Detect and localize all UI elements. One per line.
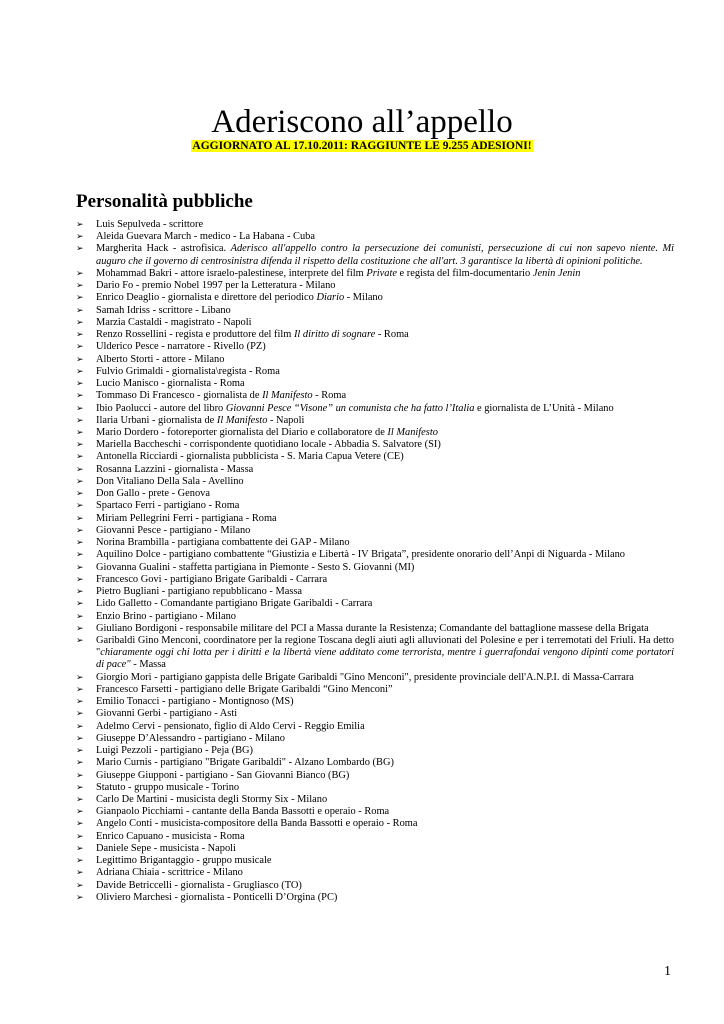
arrowhead-bullet-icon: ➢ — [76, 342, 84, 353]
list-item-text: Il diritto di sognare — [293, 329, 376, 341]
list-item-text: - Roma — [312, 390, 347, 402]
list-item-text: Enrico Capuano - musicista - Roma — [96, 830, 245, 842]
list-item-text: Mariella Baccheschi - corrispondente quotidiano locale - Abbadia S. Salvatore (SI) — [96, 439, 441, 451]
update-banner-text: AGGIORNATO AL 17.10.2011: RAGGIUNTE LE 9.255 ADESIONI! — [192, 140, 532, 152]
arrowhead-bullet-icon: ➢ — [76, 635, 84, 646]
list-item-text: Adelmo Cervi - pensionato, figlio di Aldo Cervi - Reggio Emilia — [96, 720, 365, 732]
list-item — [76, 476, 674, 488]
arrowhead-bullet-icon: ➢ — [76, 220, 84, 230]
list-item-text: Luigi Pezzoli - partigiano - Peja (BG) — [96, 745, 253, 757]
list-item-text: Rosanna Lazzini - giornalista - Massa — [96, 463, 254, 475]
list-item-text: Ulderico Pesce - narratore - Rivello (PZ) — [96, 341, 266, 353]
list-item-text: Statuto - gruppo musicale - Torino — [96, 781, 240, 793]
arrowhead-bullet-icon: ➢ — [76, 892, 84, 903]
list-item-text: Renzo Rossellini - regista e produttore del film — [96, 329, 294, 341]
list-item-text: Garibaldi Gino Menconi, coordinatore per la regione Toscana degli aiuti agli alluvionati del Polesine e per i terremotati del Friuli. Ha detto " — [96, 634, 674, 659]
arrowhead-bullet-icon: ➢ — [76, 317, 84, 328]
arrowhead-bullet-icon: ➢ — [76, 501, 84, 512]
list-item-text: Enrico Deaglio - giornalista e direttore del periodico — [96, 292, 317, 304]
list-item — [76, 390, 674, 402]
list-item-text: Miriam Pellegrini Ferri - partigiana - Roma — [96, 512, 277, 524]
list-item-text: Spartaco Ferri - partigiano - Roma — [96, 500, 240, 512]
list-item — [76, 892, 674, 904]
arrowhead-bullet-icon: ➢ — [76, 782, 84, 793]
list-item — [76, 329, 674, 341]
list-item — [76, 549, 674, 561]
arrowhead-bullet-icon: ➢ — [76, 427, 84, 438]
arrowhead-bullet-icon: ➢ — [76, 868, 84, 879]
list-item-text: Aquilino Dolce - partigiano combattente “Giustizia e Libertà - IV Brigata”, presidente onorario dell’Anpi di Niguarda - Milano — [96, 549, 625, 561]
list-item — [76, 696, 674, 708]
arrowhead-bullet-icon: ➢ — [76, 758, 84, 769]
arrowhead-bullet-icon: ➢ — [76, 880, 84, 891]
list-item-text: Gianpaolo Picchiami - cantante della Banda Bassotti e operaio - Roma — [96, 806, 390, 818]
list-item-text: Oliviero Marchesi - giornalista - Ponticelli D’Orgina (PC) — [96, 891, 338, 903]
list-item-text: Adriana Chiaia - scrittrice - Milano — [96, 867, 243, 879]
list-item-text: Giovanni Gerbi - partigiano - Asti — [96, 708, 238, 720]
list-item — [76, 415, 674, 427]
list-item — [76, 231, 674, 243]
update-banner — [0, 137, 724, 154]
arrowhead-bullet-icon: ➢ — [76, 550, 84, 561]
list-item — [76, 733, 674, 745]
arrowhead-bullet-icon: ➢ — [76, 684, 84, 695]
arrowhead-bullet-icon: ➢ — [76, 795, 84, 806]
list-item — [76, 708, 674, 720]
list-item-text: Don Vitaliano Della Sala - Avellino — [96, 475, 244, 487]
arrowhead-bullet-icon: ➢ — [76, 770, 84, 781]
list-item — [76, 488, 674, 500]
list-item — [76, 513, 674, 525]
list-item — [76, 818, 674, 830]
list-item-text: - Roma — [375, 329, 409, 341]
list-item-text: Enzio Brino - partigiano - Milano — [96, 610, 236, 622]
list-item — [76, 770, 674, 782]
arrowhead-bullet-icon: ➢ — [76, 281, 84, 292]
arrowhead-bullet-icon: ➢ — [76, 733, 84, 744]
list-item — [76, 500, 674, 512]
arrowhead-bullet-icon: ➢ — [76, 746, 84, 757]
arrowhead-bullet-icon: ➢ — [76, 354, 84, 365]
list-item-text: Luis Sepulveda - scrittore — [96, 219, 204, 230]
arrowhead-bullet-icon: ➢ — [76, 293, 84, 304]
list-item-text: - Massa — [130, 659, 166, 671]
list-item-text: Francesco Govi - partigiano Brigate Garibaldi - Carrara — [96, 573, 328, 585]
list-item — [76, 745, 674, 757]
arrowhead-bullet-icon: ➢ — [76, 623, 84, 634]
list-item-text: Lido Galletto - Comandante partigiano Brigate Garibaldi - Carrara — [96, 598, 373, 610]
arrowhead-bullet-icon: ➢ — [76, 525, 84, 536]
arrowhead-bullet-icon: ➢ — [76, 538, 84, 549]
arrowhead-bullet-icon: ➢ — [76, 856, 84, 867]
list-item-text: Samah Idriss - scrittore - Libano — [96, 304, 231, 316]
list-item — [76, 867, 674, 879]
list-item — [76, 672, 674, 684]
arrowhead-bullet-icon: ➢ — [76, 574, 84, 585]
list-item — [76, 574, 674, 586]
list-item-text: Giovanna Gualini - staffetta partigiana in Piemonte - Sesto S. Giovanni (MI) — [96, 561, 415, 573]
arrowhead-bullet-icon: ➢ — [76, 697, 84, 708]
list-item — [76, 403, 674, 415]
list-item-text: Francesco Farsetti - partigiano delle Brigate Garibaldi “Gino Menconi” — [96, 683, 393, 695]
list-item-text: Il Manifesto — [387, 426, 438, 438]
list-item-text: Il Manifesto — [216, 414, 268, 426]
arrowhead-bullet-icon: ➢ — [76, 611, 84, 622]
arrowhead-bullet-icon: ➢ — [76, 489, 84, 500]
arrowhead-bullet-icon: ➢ — [76, 807, 84, 818]
list-item-text: Aderisco all'appello contro la persecuzione dei comunisti, persecuzione di cui non sapevo niente. Mi auguro che il governo di centrosinistra difenda il rispetto della costituzione che all'art. 3 garantisce la libertà di opinioni politiche. — [96, 243, 674, 267]
arrowhead-bullet-icon: ➢ — [76, 819, 84, 830]
list-item-text: Tommaso Di Francesco - giornalista de — [96, 390, 263, 402]
list-item — [76, 635, 674, 672]
arrowhead-bullet-icon: ➢ — [76, 513, 84, 524]
page-number: 1 — [664, 964, 671, 979]
list-item — [76, 219, 674, 231]
list-item — [76, 562, 674, 574]
arrowhead-bullet-icon: ➢ — [76, 464, 84, 475]
list-item — [76, 268, 674, 280]
list-item — [76, 537, 674, 549]
list-item-text: Fulvio Grimaldi - giornalista\regista - Roma — [96, 365, 280, 377]
arrowhead-bullet-icon: ➢ — [76, 721, 84, 732]
list-item-text: e regista del film-documentario — [396, 267, 533, 279]
list-item — [76, 317, 674, 329]
arrowhead-bullet-icon: ➢ — [76, 562, 84, 573]
list-item — [76, 855, 674, 867]
list-item-text: e giornalista de L’Unità - Milano — [474, 402, 614, 414]
list-item-text: - Napoli — [267, 414, 305, 426]
list-item — [76, 806, 674, 818]
list-item-text: chiaramente oggi chi lotta per i diritti e la libertà viene additato come terrorista, mentre i guerrafondai vengono dipinti come portatori di pace" — [96, 647, 674, 671]
list-item — [76, 611, 674, 623]
arrowhead-bullet-icon: ➢ — [76, 244, 84, 255]
list-item — [76, 451, 674, 463]
list-item-text: Pietro Bugliani - partigiano repubblicano - Massa — [96, 586, 303, 598]
list-item — [76, 427, 674, 439]
list-item-text: Legittimo Brigantaggio - gruppo musicale — [96, 855, 272, 867]
list-item-text: Mario Dordero - fotoreporter giornalista del Diario e collaboratore de — [96, 426, 388, 438]
list-item-text: Alberto Storti - attore - Milano — [96, 353, 225, 365]
list-item — [76, 757, 674, 769]
arrowhead-bullet-icon: ➢ — [76, 403, 84, 414]
list-item — [76, 843, 674, 855]
list-item — [76, 439, 674, 451]
arrowhead-bullet-icon: ➢ — [76, 587, 84, 598]
list-item-text: Aleida Guevara March - medico - La Habana - Cuba — [96, 231, 315, 243]
list-item-text: Jenin Jenin — [532, 267, 581, 279]
list-item — [76, 243, 674, 267]
list-item — [76, 880, 674, 892]
page-title: Aderiscono all’appello — [211, 104, 513, 141]
list-item — [76, 831, 674, 843]
list-item — [76, 598, 674, 610]
list-item-text: Ibio Paolucci - autore del libro — [96, 402, 226, 414]
list-item-text: Giuseppe Giupponi - partigiano - San Giovanni Bianco (BG) — [96, 769, 350, 781]
arrowhead-bullet-icon: ➢ — [76, 415, 84, 426]
list-item-text: Mario Curnis - partigiano "Brigate Garibaldi" - Alzano Lombardo (BG) — [96, 757, 394, 769]
arrowhead-bullet-icon: ➢ — [76, 672, 84, 683]
arrowhead-bullet-icon: ➢ — [76, 709, 84, 720]
list-item-text: Diario — [316, 292, 345, 304]
list-item-text: Giovanni Pesce - partigiano - Milano — [96, 524, 251, 536]
arrowhead-bullet-icon: ➢ — [76, 268, 84, 279]
arrowhead-bullet-icon: ➢ — [76, 391, 84, 402]
list-item — [76, 305, 674, 317]
list-item-text: Daniele Sepe - musicista - Napoli — [96, 842, 236, 854]
list-item-text: Davide Betriccelli - giornalista - Grugliasco (TO) — [96, 879, 302, 891]
list-item — [76, 280, 674, 292]
list-item — [76, 366, 674, 378]
list-item-text: Mohammad Bakri - attore israelo-palestinese, interprete del film — [96, 267, 367, 279]
list-item — [76, 794, 674, 806]
list-item-text: Don Gallo - prete - Genova — [96, 488, 210, 500]
list-item-text: Giorgio Mori - partigiano gappista delle Brigate Garibaldi "Gino Menconi", presidente provinciale dell'A.N.P.I. di Massa-Carrara — [96, 671, 634, 683]
list-item — [76, 378, 674, 390]
list-item — [76, 354, 674, 366]
list-item-text: Angelo Conti - musicista-compositore della Banda Bassotti e operaio - Roma — [96, 818, 418, 830]
list-item-text: Antonella Ricciardi - giornalista pubblicista - S. Maria Capua Vetere (CE) — [96, 451, 404, 463]
list-item-text: - Milano — [344, 292, 383, 304]
arrowhead-bullet-icon: ➢ — [76, 452, 84, 463]
arrowhead-bullet-icon: ➢ — [76, 232, 84, 243]
list-item — [76, 525, 674, 537]
arrowhead-bullet-icon: ➢ — [76, 366, 84, 377]
list-item — [76, 782, 674, 794]
list-item — [76, 586, 674, 598]
list-item-text: Private — [366, 267, 397, 279]
arrowhead-bullet-icon: ➢ — [76, 379, 84, 390]
arrowhead-bullet-icon: ➢ — [76, 330, 84, 341]
list-item — [76, 341, 674, 353]
signatories-list — [76, 219, 674, 904]
arrowhead-bullet-icon: ➢ — [76, 440, 84, 451]
list-item — [76, 464, 674, 476]
list-item — [76, 721, 674, 733]
arrowhead-bullet-icon: ➢ — [76, 831, 84, 842]
list-item-text: Giuseppe D’Alessandro - partigiano - Milano — [96, 732, 286, 744]
list-item-text: Norina Brambilla - partigiana combattente dei GAP - Milano — [96, 537, 350, 549]
list-item-text: Il Manifesto — [262, 390, 313, 402]
list-item — [76, 684, 674, 696]
list-item — [76, 292, 674, 304]
list-item-text: Lucio Manisco - giornalista - Roma — [96, 378, 245, 390]
arrowhead-bullet-icon: ➢ — [76, 476, 84, 487]
section-heading: Personalità pubbliche — [76, 190, 253, 212]
list-item — [76, 623, 674, 635]
arrowhead-bullet-icon: ➢ — [76, 843, 84, 854]
list-item-text: Margherita Hack - astrofisica. — [96, 243, 231, 255]
arrowhead-bullet-icon: ➢ — [76, 599, 84, 610]
list-item-text: Dario Fo - premio Nobel 1997 per la Letteratura - Milano — [96, 280, 336, 292]
arrowhead-bullet-icon: ➢ — [76, 305, 84, 316]
list-item-text: Giuliano Bordigoni - responsabile militare del PCI a Massa durante la Resistenza; Comandante del battaglione massese della Brigata — [96, 622, 649, 634]
list-item-text: Marzia Castaldi - magistrato - Napoli — [96, 316, 252, 328]
list-item-text: Carlo De Martini - musicista degli Stormy Six - Milano — [96, 794, 328, 806]
list-item-text: Ilaria Urbani - giornalista de — [96, 414, 217, 426]
list-item-text: Emilio Tonacci - partigiano - Montignoso (MS) — [96, 696, 294, 708]
list-item-text: Giovanni Pesce “Visone” un comunista che ha fatto l’Italia — [225, 402, 475, 414]
